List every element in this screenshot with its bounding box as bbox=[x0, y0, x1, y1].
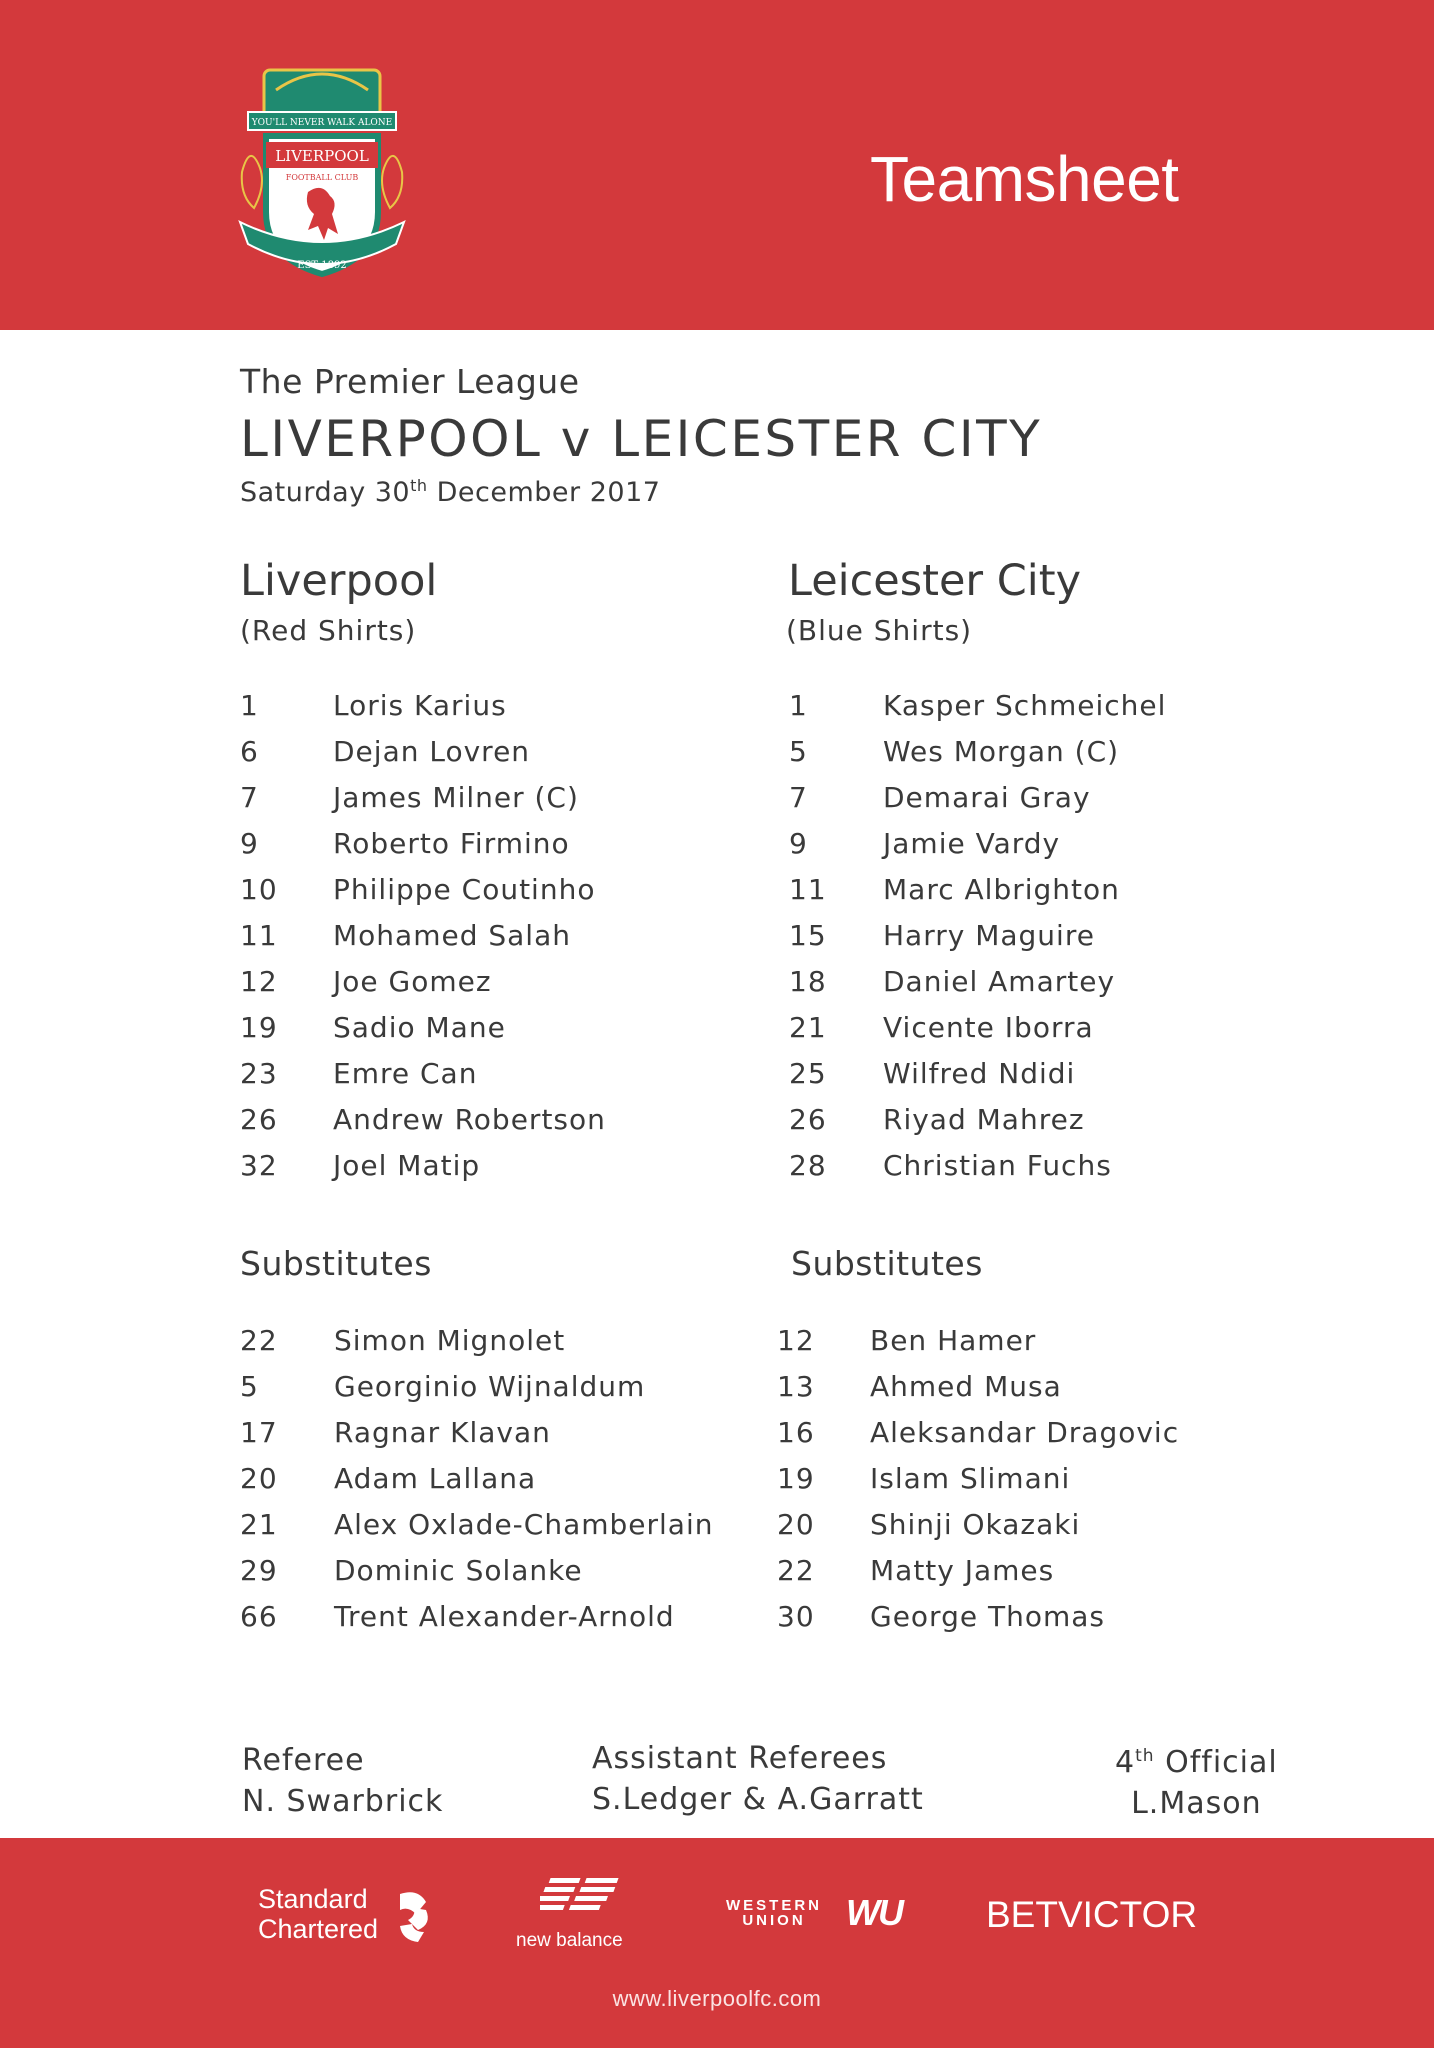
shirt-number: 18 bbox=[789, 965, 827, 998]
player-row bbox=[777, 1502, 1377, 1548]
shirt-number: 5 bbox=[789, 735, 808, 768]
player-name: Dominic Solanke bbox=[334, 1554, 583, 1587]
player-name: Ben Hamer bbox=[870, 1324, 1037, 1357]
crest-motto: YOU'LL NEVER WALK ALONE bbox=[251, 118, 393, 128]
player-name: Sadio Mane bbox=[333, 1011, 506, 1044]
player-name: Adam Lallana bbox=[334, 1462, 537, 1495]
shirt-number: 9 bbox=[789, 827, 808, 860]
player-name: Andrew Robertson bbox=[333, 1103, 606, 1136]
player-row bbox=[789, 1097, 1349, 1143]
player-name: Simon Mignolet bbox=[334, 1324, 566, 1357]
new-balance-nb-mark bbox=[540, 1874, 630, 1918]
shirt-number: 11 bbox=[789, 873, 827, 906]
player-row bbox=[777, 1318, 1377, 1364]
player-name: Kasper Schmeichel bbox=[883, 689, 1167, 722]
player-name: Marc Albrighton bbox=[883, 873, 1120, 906]
shirt-number: 13 bbox=[777, 1370, 815, 1403]
standard-chartered-icon bbox=[392, 1888, 434, 1948]
shirt-number: 19 bbox=[777, 1462, 815, 1495]
fourth-official-name: L.Mason bbox=[1131, 1786, 1262, 1821]
player-name: Ahmed Musa bbox=[870, 1370, 1062, 1403]
away-team-shirts: (Blue Shirts) bbox=[786, 614, 973, 647]
shirt-number: 21 bbox=[240, 1508, 278, 1541]
shirt-number: 26 bbox=[240, 1103, 278, 1136]
western-union-wu-mark: WU bbox=[846, 1892, 902, 1933]
player-name: Philippe Coutinho bbox=[333, 873, 596, 906]
player-row bbox=[240, 1548, 800, 1594]
player-row bbox=[240, 1097, 760, 1143]
player-name: Emre Can bbox=[333, 1057, 478, 1090]
shirt-number: 16 bbox=[777, 1416, 815, 1449]
player-row bbox=[789, 1143, 1349, 1189]
away-starters-list bbox=[789, 683, 1349, 1189]
shirt-number: 7 bbox=[240, 781, 259, 814]
player-row bbox=[777, 1594, 1377, 1640]
shirt-number: 1 bbox=[789, 689, 808, 722]
western-union-logo: WESTERN UNION bbox=[726, 1897, 822, 1929]
player-name: Georginio Wijnaldum bbox=[334, 1370, 646, 1403]
player-row bbox=[240, 1051, 760, 1097]
footer-band bbox=[0, 1838, 1434, 2048]
player-row bbox=[240, 1502, 800, 1548]
player-row bbox=[789, 1051, 1349, 1097]
shirt-number: 12 bbox=[240, 965, 278, 998]
away-subs-list bbox=[777, 1318, 1377, 1640]
player-name: Roberto Firmino bbox=[333, 827, 570, 860]
player-row bbox=[789, 821, 1349, 867]
referee-label: Referee bbox=[242, 1743, 365, 1778]
assistant-referees-label: Assistant Referees bbox=[592, 1741, 888, 1776]
shirt-number: 29 bbox=[240, 1554, 278, 1587]
shirt-number: 25 bbox=[789, 1057, 827, 1090]
player-name: Harry Maguire bbox=[883, 919, 1095, 952]
player-name: George Thomas bbox=[870, 1600, 1105, 1633]
player-row bbox=[777, 1456, 1377, 1502]
header-band bbox=[0, 0, 1434, 330]
player-row bbox=[240, 821, 760, 867]
shirt-number: 7 bbox=[789, 781, 808, 814]
player-name: Wes Morgan (C) bbox=[883, 735, 1120, 768]
new-balance-logo: new balance bbox=[516, 1930, 623, 1951]
player-name: Trent Alexander-Arnold bbox=[334, 1600, 675, 1633]
player-name: Aleksandar Dragovic bbox=[870, 1416, 1180, 1449]
shirt-number: 20 bbox=[777, 1508, 815, 1541]
match-date: Saturday 30th December 2017 bbox=[240, 476, 661, 508]
shirt-number: 21 bbox=[789, 1011, 827, 1044]
player-row bbox=[240, 1318, 800, 1364]
player-name: Matty James bbox=[870, 1554, 1055, 1587]
player-row bbox=[789, 683, 1349, 729]
player-row bbox=[240, 959, 760, 1005]
shirt-number: 17 bbox=[240, 1416, 278, 1449]
assistant-referees-names: S.Ledger & A.Garratt bbox=[592, 1782, 924, 1817]
player-name: Islam Slimani bbox=[870, 1462, 1071, 1495]
player-name: Ragnar Klavan bbox=[334, 1416, 551, 1449]
shirt-number: 30 bbox=[777, 1600, 815, 1633]
player-row bbox=[777, 1410, 1377, 1456]
shirt-number: 22 bbox=[240, 1324, 278, 1357]
svg-text:FOOTBALL CLUB: FOOTBALL CLUB bbox=[285, 173, 359, 182]
player-name: Joel Matip bbox=[333, 1149, 481, 1182]
player-name: Demarai Gray bbox=[883, 781, 1091, 814]
player-row bbox=[240, 1410, 800, 1456]
referee-block bbox=[242, 1740, 443, 1822]
shirt-number: 12 bbox=[777, 1324, 815, 1357]
player-row bbox=[240, 913, 760, 959]
shirt-number: 32 bbox=[240, 1149, 278, 1182]
competition-name: The Premier League bbox=[240, 362, 580, 401]
shirt-number: 6 bbox=[240, 735, 259, 768]
player-name: James Milner (C) bbox=[333, 781, 579, 814]
player-row bbox=[789, 867, 1349, 913]
betvictor-logo: BETVICTOR bbox=[986, 1894, 1198, 1935]
home-subs-list bbox=[240, 1318, 800, 1640]
player-row bbox=[240, 867, 760, 913]
home-subs-heading: Substitutes bbox=[240, 1244, 432, 1283]
player-name: Daniel Amartey bbox=[883, 965, 1116, 998]
player-name: Dejan Lovren bbox=[333, 735, 531, 768]
player-name: Alex Oxlade-Chamberlain bbox=[334, 1508, 714, 1541]
home-team-name: Liverpool bbox=[240, 556, 438, 606]
shirt-number: 20 bbox=[240, 1462, 278, 1495]
player-row bbox=[789, 959, 1349, 1005]
fourth-official-block bbox=[1115, 1736, 1278, 1824]
player-row bbox=[240, 1594, 800, 1640]
shirt-number: 66 bbox=[240, 1600, 278, 1633]
player-name: Riyad Mahrez bbox=[883, 1103, 1085, 1136]
away-subs-heading: Substitutes bbox=[791, 1244, 983, 1283]
crest-club: LIVERPOOL bbox=[275, 147, 369, 165]
shirt-number: 15 bbox=[789, 919, 827, 952]
player-row bbox=[240, 683, 760, 729]
player-row bbox=[789, 775, 1349, 821]
player-name: Vicente Iborra bbox=[883, 1011, 1094, 1044]
player-name: Mohamed Salah bbox=[333, 919, 571, 952]
crest-est: EST·1892 bbox=[297, 260, 347, 271]
page-title: Teamsheet bbox=[870, 143, 1179, 215]
shirt-number: 19 bbox=[240, 1011, 278, 1044]
home-team-shirts: (Red Shirts) bbox=[240, 614, 417, 647]
player-row bbox=[240, 1364, 800, 1410]
player-name: Joe Gomez bbox=[333, 965, 492, 998]
fixture-title: LIVERPOOL v LEICESTER CITY bbox=[240, 410, 1043, 468]
liverpool-crest-logo bbox=[236, 62, 408, 288]
shirt-number: 10 bbox=[240, 873, 278, 906]
player-row bbox=[240, 1143, 760, 1189]
player-name: Loris Karius bbox=[333, 689, 507, 722]
player-row bbox=[789, 1005, 1349, 1051]
player-row bbox=[777, 1548, 1377, 1594]
shirt-number: 1 bbox=[240, 689, 259, 722]
home-starters-list bbox=[240, 683, 760, 1189]
shirt-number: 5 bbox=[240, 1370, 259, 1403]
player-row bbox=[240, 1456, 800, 1502]
player-name: Jamie Vardy bbox=[883, 827, 1061, 860]
assistant-referees-block bbox=[592, 1738, 924, 1820]
away-team-name: Leicester City bbox=[788, 556, 1082, 606]
shirt-number: 9 bbox=[240, 827, 259, 860]
player-row bbox=[777, 1364, 1377, 1410]
shirt-number: 28 bbox=[789, 1149, 827, 1182]
player-row bbox=[789, 913, 1349, 959]
player-row bbox=[240, 1005, 760, 1051]
player-row bbox=[240, 729, 760, 775]
shirt-number: 26 bbox=[789, 1103, 827, 1136]
fourth-official-label: 4th Official bbox=[1115, 1745, 1278, 1780]
shirt-number: 23 bbox=[240, 1057, 278, 1090]
website-url: www.liverpoolfc.com bbox=[612, 1986, 822, 2011]
player-name: Shinji Okazaki bbox=[870, 1508, 1081, 1541]
shirt-number: 22 bbox=[777, 1554, 815, 1587]
player-name: Christian Fuchs bbox=[883, 1149, 1112, 1182]
standard-chartered-logo: Standard Chartered bbox=[258, 1884, 379, 1944]
player-name: Wilfred Ndidi bbox=[883, 1057, 1076, 1090]
player-row bbox=[789, 729, 1349, 775]
player-row bbox=[240, 775, 760, 821]
shirt-number: 11 bbox=[240, 919, 278, 952]
referee-name: N. Swarbrick bbox=[242, 1784, 444, 1819]
